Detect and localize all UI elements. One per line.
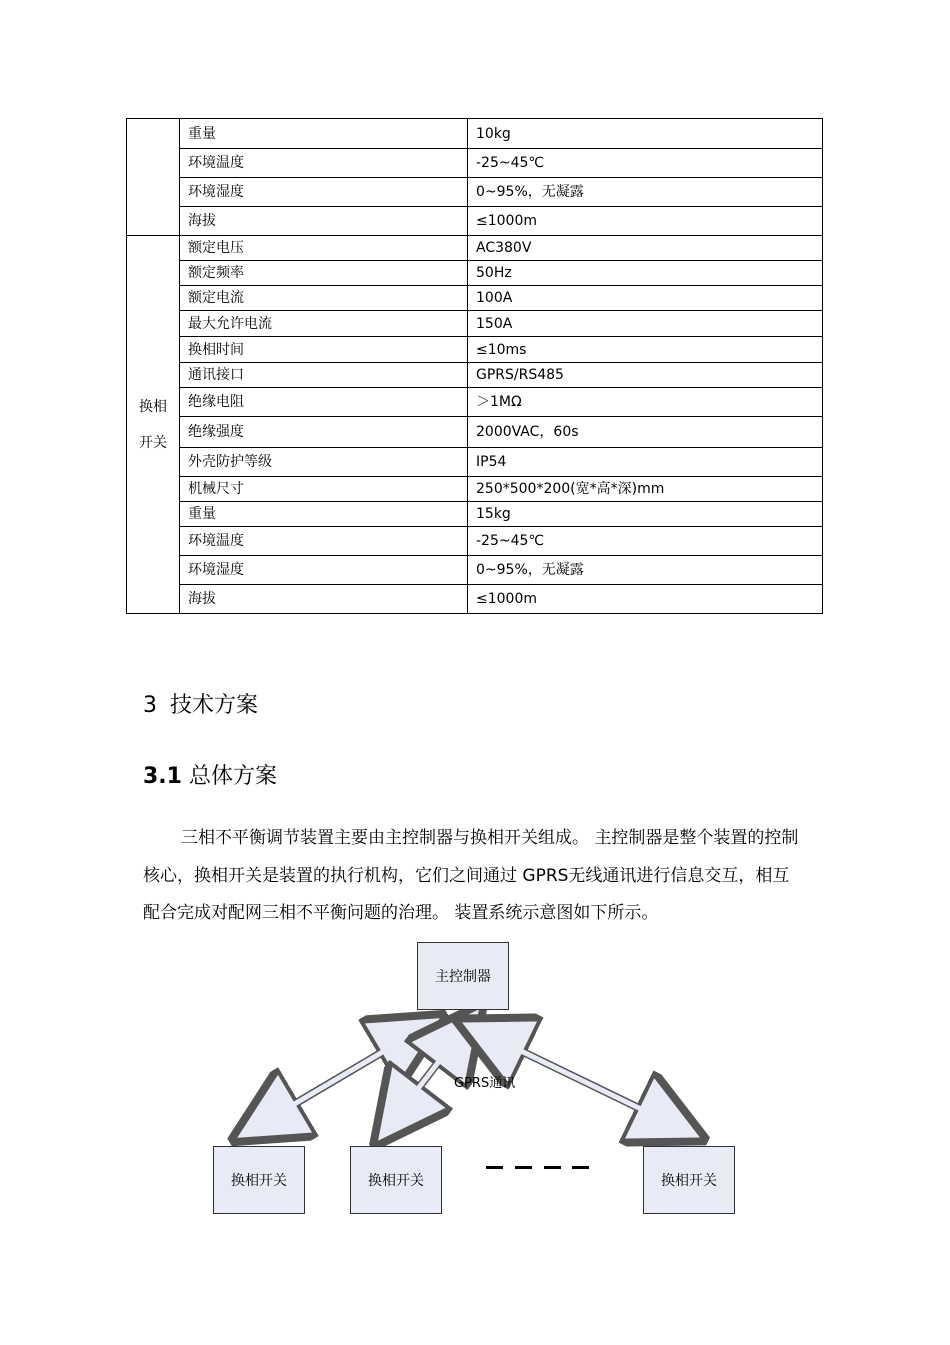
group-label-line2: 开关 (139, 434, 167, 451)
param-value: AC380V (468, 236, 823, 261)
param-value: 0~95%，无凝露 (468, 178, 823, 207)
param-value: 250*500*200(宽*高*深)mm (468, 477, 823, 502)
param-value: 10kg (468, 119, 823, 149)
param-value: ＞1MΩ (468, 388, 823, 417)
phase-switch-box-3 (643, 1146, 735, 1214)
phase-switch-box-2 (350, 1146, 442, 1214)
phase-switch-label: 换相开关 (368, 1173, 424, 1189)
param-name: 额定电压 (180, 236, 468, 261)
ellipsis-dash (572, 1166, 589, 1169)
main-controller-label: 主控制器 (435, 969, 491, 985)
param-name: 机械尺寸 (180, 477, 468, 502)
param-name: 最大允许电流 (180, 311, 468, 337)
arrow-mid-link-inner (397, 1034, 460, 1116)
param-name: 额定电流 (180, 286, 468, 311)
body-paragraph: 三相不平衡调节装置主要由主控制器与换相开关组成。 主控制器是整个装置的控制核心，换相开关是装置的执行机构，它们之间通过 GPRS无线通讯进行信息交互，相互配合完成对配网三相不平衡问题的治理。 装置系统示意图如下所示。 (143, 828, 799, 923)
param-value: GPRS/RS485 (468, 363, 823, 388)
group-label-line1: 换相 (139, 398, 167, 415)
main-controller-box (417, 942, 509, 1010)
param-value: 50Hz (468, 261, 823, 286)
param-name: 环境温度 (180, 149, 468, 178)
param-value: 15kg (468, 502, 823, 527)
param-value: 150A (468, 311, 823, 337)
phase-switch-label: 换相开关 (661, 1173, 717, 1189)
param-value: 0~95%，无凝露 (468, 556, 823, 585)
param-name: 环境温度 (180, 527, 468, 556)
param-value: -25~45℃ (468, 149, 823, 178)
section-title: 技术方案 (170, 693, 259, 718)
param-value: ≤1000m (468, 585, 823, 614)
ellipsis-dash (544, 1166, 561, 1169)
param-value: ≤10ms (468, 337, 823, 363)
ellipsis-dash (515, 1166, 532, 1169)
arrow-right-link-inner (490, 1036, 672, 1124)
section-title: 总体方案 (188, 764, 277, 789)
arrow-left-link-inner (264, 1034, 413, 1122)
param-value: 2000VAC，60s (468, 417, 823, 448)
param-name: 海拔 (180, 207, 468, 236)
param-name: 环境湿度 (180, 178, 468, 207)
param-value: IP54 (468, 448, 823, 477)
param-name: 绝缘电阻 (180, 388, 468, 417)
param-value: -25~45℃ (468, 527, 823, 556)
phase-switch-box-1 (213, 1146, 305, 1214)
param-value: ≤1000m (468, 207, 823, 236)
param-name: 重量 (180, 119, 468, 149)
section-number: 3.1 (143, 764, 182, 789)
param-name: 通讯接口 (180, 363, 468, 388)
param-name: 换相时间 (180, 337, 468, 363)
param-name: 重量 (180, 502, 468, 527)
gprs-link-label: GPRS通讯 (454, 1076, 516, 1091)
param-name: 绝缘强度 (180, 417, 468, 448)
param-name: 额定频率 (180, 261, 468, 286)
param-name: 环境湿度 (180, 556, 468, 585)
ellipsis-dash (486, 1166, 503, 1169)
phase-switch-label: 换相开关 (231, 1173, 287, 1189)
param-name: 外壳防护等级 (180, 448, 468, 477)
section-number: 3 (143, 693, 157, 718)
param-value: 100A (468, 286, 823, 311)
param-name: 海拔 (180, 585, 468, 614)
